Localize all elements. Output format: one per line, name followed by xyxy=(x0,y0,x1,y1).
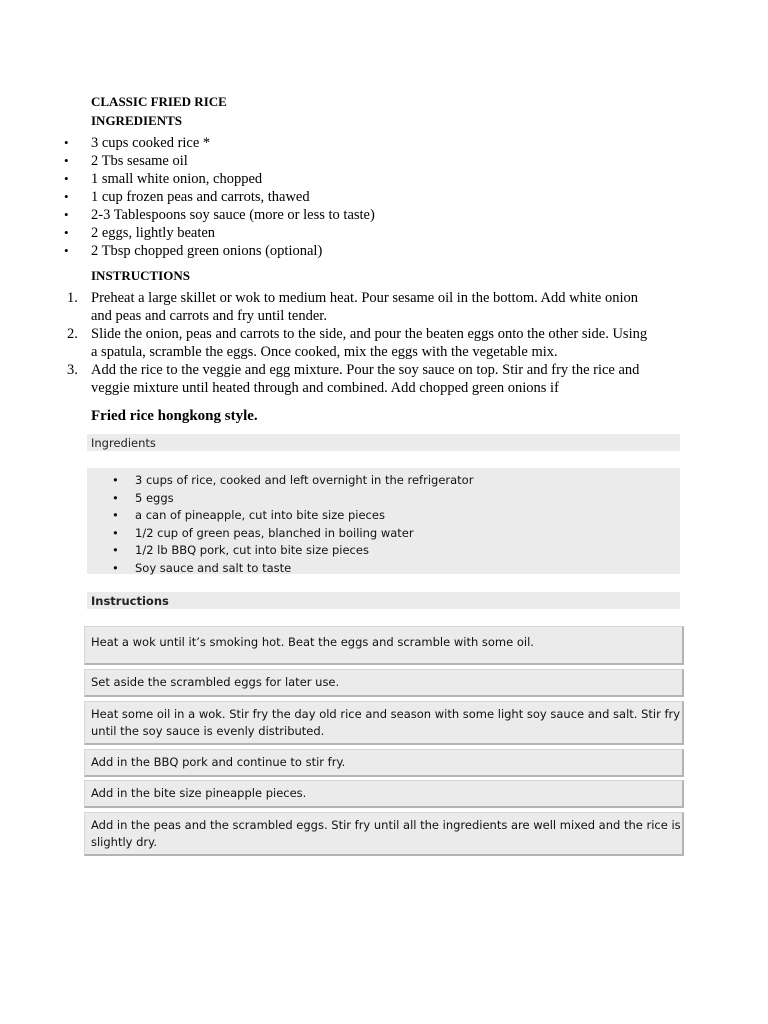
step-line: Heat some oil in a wok. Stir fry the day old rice and season with some light soy sauce and salt. Stir fry xyxy=(91,707,681,721)
ingredients-list xyxy=(87,472,473,578)
list-item: • 2 Tbsp chopped green onions (optional) xyxy=(0,242,681,260)
ingredients-header-bar xyxy=(87,434,680,451)
list-item: • 2 eggs, lightly beaten xyxy=(0,224,681,242)
instruction-step-5 xyxy=(84,780,684,808)
step-line: and peas and carrots and fry until tender. xyxy=(91,308,327,324)
step-line: Preheat a large skillet or wok to medium heat. Pour sesame oil in the bottom. Add white onion xyxy=(91,290,639,306)
instruction-step-1 xyxy=(84,626,684,665)
ingredients-box xyxy=(87,468,680,574)
instructions-heading: Instructions xyxy=(91,594,169,608)
ingredients-list xyxy=(0,134,681,260)
list-item xyxy=(0,325,681,361)
instruction-step-6 xyxy=(84,812,684,856)
instructions-header-bar xyxy=(87,592,680,609)
hongkong-recipe-title: Fried rice hongkong style. xyxy=(91,408,258,424)
list-item: • 1 small white onion, chopped xyxy=(0,170,681,188)
step-line: until the soy sauce is evenly distributed. xyxy=(91,724,325,738)
step-number: 3. xyxy=(67,362,78,378)
ingredients-heading: INGREDIENTS xyxy=(91,113,183,128)
step-line: Heat a wok until it’s smoking hot. Beat the eggs and scramble with some oil. xyxy=(91,635,534,649)
step-line: Add in the bite size pineapple pieces. xyxy=(91,786,307,800)
list-item: • 5 eggs xyxy=(87,490,473,508)
list-item: • 3 cups of rice, cooked and left overnight in the refrigerator xyxy=(87,472,473,490)
ingredients-heading: Ingredients xyxy=(91,436,156,450)
instructions-list xyxy=(0,289,681,397)
step-line: Add in the BBQ pork and continue to stir fry. xyxy=(91,755,346,769)
list-item: • 1/2 cup of green peas, blanched in boiling water xyxy=(87,525,473,543)
step-line: Add in the peas and the scrambled eggs. Stir fry until all the ingredients are well mixed and the rice is xyxy=(91,818,681,832)
list-item: • 1 cup frozen peas and carrots, thawed xyxy=(0,188,681,206)
step-number: 1. xyxy=(67,290,78,306)
list-item: • a can of pineapple, cut into bite size pieces xyxy=(87,507,473,525)
instructions-heading: INSTRUCTIONS xyxy=(91,268,190,283)
step-line: Slide the onion, peas and carrots to the side, and pour the beaten eggs onto the other side. Using xyxy=(91,326,648,342)
list-item: • 3 cups cooked rice * xyxy=(0,134,681,152)
step-number: 2. xyxy=(67,326,78,342)
recipe-title: CLASSIC FRIED RICE xyxy=(91,94,227,109)
step-line: veggie mixture until heated through and combined. Add chopped green onions if xyxy=(91,380,559,396)
step-line: slightly dry. xyxy=(91,835,157,849)
instruction-step-2 xyxy=(84,669,684,697)
list-item: • 1/2 lb BBQ pork, cut into bite size pieces xyxy=(87,542,473,560)
list-item: • Soy sauce and salt to taste xyxy=(87,560,473,578)
instruction-step-4 xyxy=(84,749,684,777)
step-line: a spatula, scramble the eggs. Once cooked, mix the eggs with the vegetable mix. xyxy=(91,344,558,360)
step-line: Set aside the scrambled eggs for later use. xyxy=(91,675,340,689)
list-item xyxy=(0,361,681,397)
instruction-step-3 xyxy=(84,701,684,745)
list-item: • 2 Tbs sesame oil xyxy=(0,152,681,170)
list-item: • 2-3 Tablespoons soy sauce (more or less to taste) xyxy=(0,206,681,224)
step-line: Add the rice to the veggie and egg mixture. Pour the soy sauce on top. Stir and fry the rice and xyxy=(91,362,640,378)
list-item xyxy=(0,289,681,325)
